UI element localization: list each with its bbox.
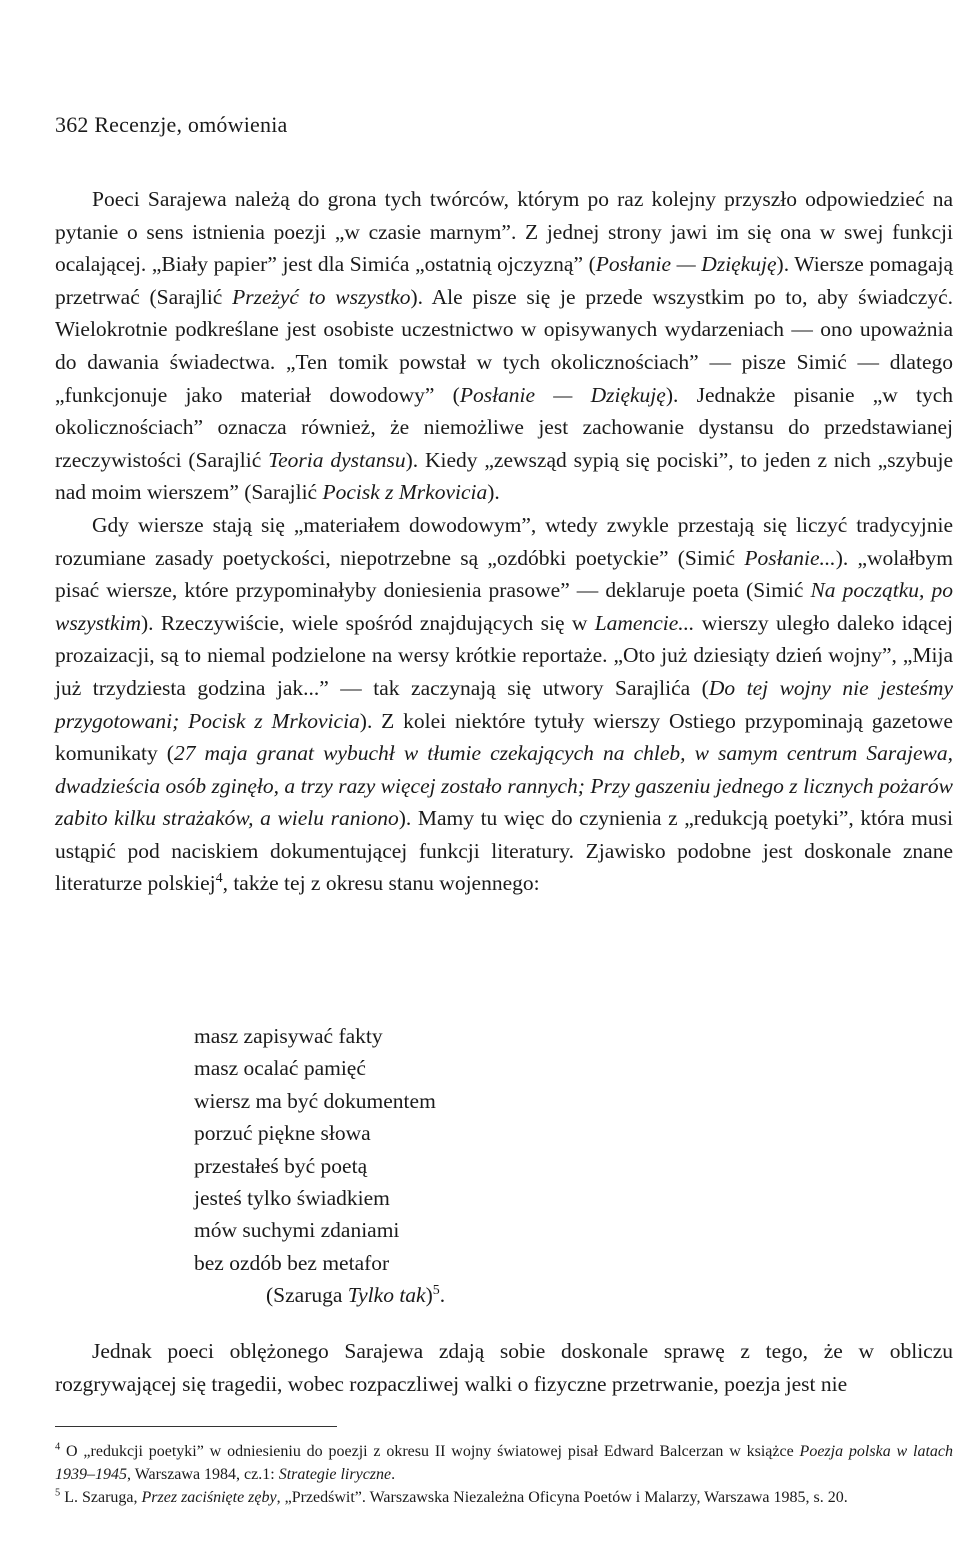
poem-line: przestałeś być poetą <box>194 1153 368 1178</box>
poem-line: mów suchymi zdaniami <box>194 1218 400 1243</box>
italic-title: Poezja polska w latach 1939–1945 <box>55 1443 954 1483</box>
footnote-ref-4: 4 <box>215 871 223 887</box>
poem-line: bez ozdób bez metafor <box>194 1250 390 1275</box>
italic-title: 27 maja granat wybuchł w tłumie czekających na chleb, w samym centrum Sarajewa, dwadzieścia osób zginęło, a trzy razy więcej zostało rannych; Przy gaszeniu jednego z licznych pożarów zabito kilku strażaków, a wielu raniono <box>55 741 953 831</box>
footnote-number: 5 <box>55 1487 61 1499</box>
text-run: ). Ale pisze się je przede wszystkim po to, aby świadczyć. Wielokrotnie podkreślane jest osobiste uczestnictwo w opisywanych wydarzeniach — ono upoważnia do dawania świadectwa. „Ten tomik powstał w tych okolicznościach” — pisze Simić — dlatego „funkcjonuje jako materiał dowodowy” ( <box>55 284 953 407</box>
footnote-ref-5: 5 <box>432 1283 440 1299</box>
text-run: ). Wiersze pomagają przetrwać (Sarajlić <box>55 252 953 309</box>
text-run: O „redukcji poetyki” w odniesieniu do poezji z okresu II wojny światowej pisał Edward Balcerzan w książce <box>60 1443 800 1460</box>
text-run: L. Szaruga, <box>60 1489 142 1506</box>
text-run: ). Rzeczywiście, wiele spośród znajdujących się w <box>141 610 595 635</box>
paragraph-3: Jednak poeci oblężonego Sarajewa zdają sobie doskonale sprawę z tego, że w obliczu rozgrywającej się tragedii, wobec rozpaczliwej walki o fizyczne przetrwanie, poezja jest nie <box>55 1339 953 1396</box>
text-run: ) <box>425 1283 433 1308</box>
text-run: wierszy uległo daleko idącej prozaizacji, są to niemal podzielone na wersy krótkie reportaże. „Oto już dziesiąty dzień wojny”, „Mija już trzydziesta godzina jak...” — tak zaczynają się utwory Sarajlića ( <box>55 610 953 700</box>
footnotes <box>55 1440 953 1509</box>
footnote-number: 4 <box>55 1441 61 1453</box>
text-run: , Warszawa 1984, cz.1: <box>127 1466 279 1483</box>
poem-line: masz zapisywać fakty <box>194 1024 383 1048</box>
italic-title: Lamencie... <box>594 610 695 635</box>
section-title: Recenzje, omówienia <box>94 112 288 137</box>
paragraph-2 <box>55 509 953 900</box>
italic-title: Przeżyć to wszystko <box>232 284 411 309</box>
footnote-4 <box>55 1440 953 1486</box>
italic-title: Teoria dystansu <box>268 447 406 472</box>
text-run: ). Kiedy „zewsząd sypią się pociski”, to jeden z nich „szybuje nad moim wierszem” (Sarajlić <box>55 447 953 505</box>
italic-title: Strategie liryczne <box>278 1466 392 1483</box>
running-header <box>55 112 287 138</box>
poem-line: jesteś tylko świadkiem <box>194 1186 390 1211</box>
italic-title: Pocisk z Mrkovicia <box>322 480 488 505</box>
italic-title: Posłanie... <box>744 545 836 570</box>
footnote-5 <box>55 1486 953 1509</box>
poem-line: porzuć piękne słowa <box>194 1121 371 1146</box>
poem-quote <box>194 1020 445 1312</box>
text-run: , także tej z okresu stanu wojennego: <box>222 871 540 896</box>
text-run: . <box>439 1283 446 1308</box>
italic-title: Do tej wojny nie jesteśmy przygotowani; Pocisk z Mrkovicia <box>55 675 953 733</box>
italic-title: Posłanie — Dziękuję <box>459 382 666 407</box>
footnote-divider <box>55 1426 337 1427</box>
poem-line: wiersz ma być dokumentem <box>194 1088 436 1113</box>
italic-title: Przez zaciśnięte zęby <box>141 1489 277 1506</box>
main-text <box>55 183 953 900</box>
text-run: ). <box>487 480 500 505</box>
poem-attribution <box>194 1279 445 1311</box>
text-run: ). Jednakże pisanie „w tych okolicznościach” oznacza również, że niemożliwe jest zachowanie dystansu do przedstawianej rzeczywistości (Sarajlić <box>55 382 953 472</box>
paragraph-1 <box>55 183 953 509</box>
main-text-continued <box>55 1335 953 1400</box>
text-run: , „Przedświt”. Warszawska Niezależna Oficyna Poetów i Malarzy, Warszawa 1985, s. 20. <box>276 1489 848 1506</box>
italic-title: Na początku, po wszystkim <box>55 578 953 635</box>
text-run: Gdy wiersze stają się „materiałem dowodowym”, wtedy zwykle przestają się liczyć tradycyjnie rozumiane zasady poetyckości, niepotrzebne są „ozdóbki poetyckie” (Simić <box>55 512 953 570</box>
text-run: Poeci Sarajewa należą do grona tych twórców, którym po raz kolejny przyszło odpowiedzieć na pytanie o sens istnienia poezji „w czasie marnym”. Z jednej strony jawi im się ona w swej funkcji ocalającej. „Biały papier” jest dla Simića „ostatnią ojczyzną” ( <box>55 187 953 277</box>
italic-title: Tylko tak <box>347 1283 426 1308</box>
text-run: (Szaruga <box>266 1283 348 1308</box>
text-run: ). Mamy tu więc do czynienia z „redukcją poetyki”, która musi ustąpić pod naciskiem dokumentującej funkcji literatury. Zjawisko podobne jest doskonale znane literaturze polskiej <box>55 806 953 896</box>
italic-title: Posłanie — Dziękuję <box>595 252 777 277</box>
text-run: . <box>391 1466 396 1483</box>
text-run: ). „wolałbym pisać wiersze, które przypominałyby doniesienia prasowe” — deklaruje poeta (Simić <box>55 545 953 603</box>
text-run: ). Z kolei niektóre tytuły wierszy Ostiego przypominają gazetowe komunikaty ( <box>55 708 953 766</box>
page-number: 362 <box>55 112 89 137</box>
poem-line: masz ocalać pamięć <box>194 1056 366 1081</box>
